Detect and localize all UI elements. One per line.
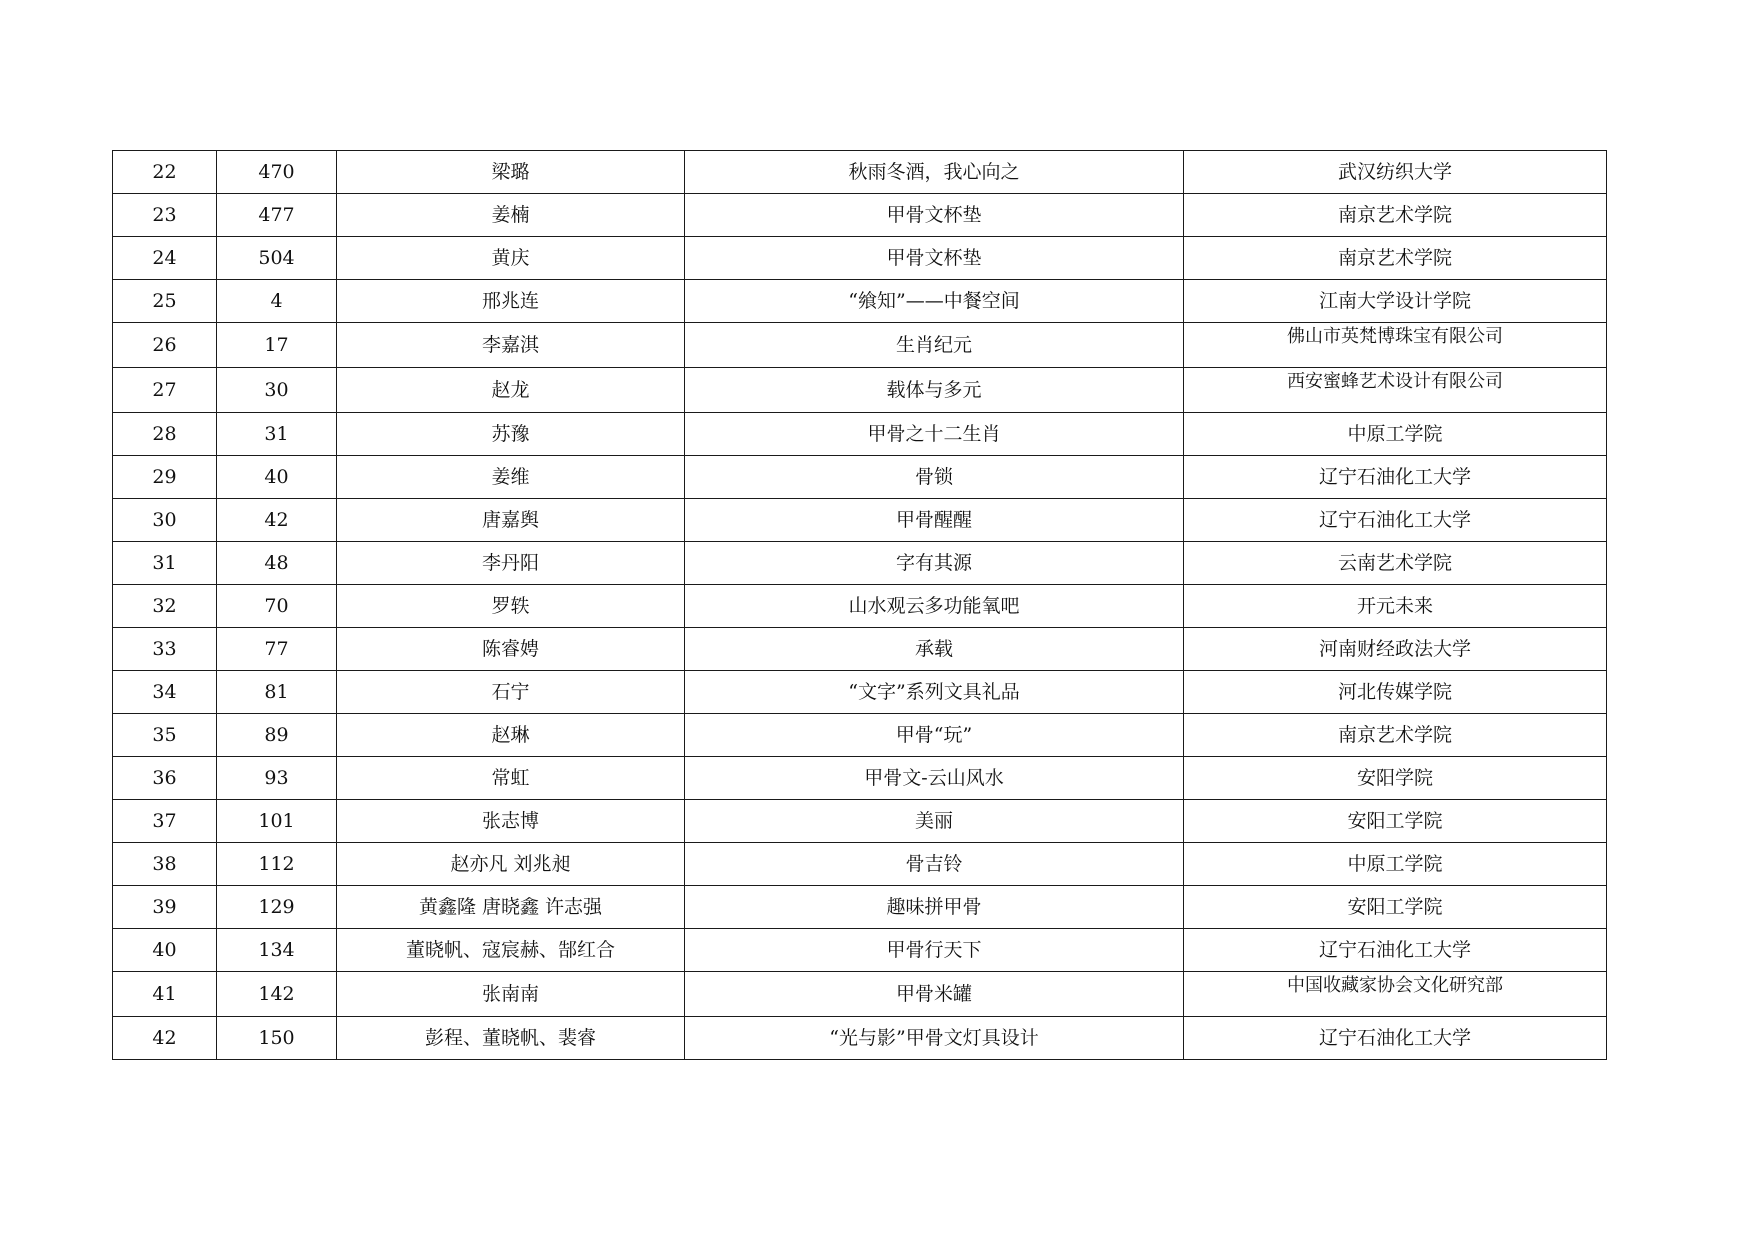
cell-seq: 35 [113,714,217,757]
cell-author: 赵亦凡 刘兆昶 [337,843,685,886]
cell-entry-id: 89 [217,714,337,757]
cell-seq: 38 [113,843,217,886]
cell-seq: 39 [113,886,217,929]
cell-entry-id: 477 [217,194,337,237]
cell-unit: 辽宁石油化工大学 [1184,929,1607,972]
cell-author: 姜楠 [337,194,685,237]
cell-author: 张志博 [337,800,685,843]
table-row [113,1017,1607,1060]
cell-title: 甲骨行天下 [685,929,1184,972]
cell-seq: 26 [113,323,217,368]
table-row [113,368,1607,413]
cell-author: 梁璐 [337,151,685,194]
cell-author: 常虹 [337,757,685,800]
cell-seq: 41 [113,972,217,1017]
cell-seq: 37 [113,800,217,843]
cell-author: 罗轶 [337,585,685,628]
cell-author: 李丹阳 [337,542,685,585]
table-row [113,280,1607,323]
table-row [113,413,1607,456]
cell-seq: 30 [113,499,217,542]
cell-title: “飨知”——中餐空间 [685,280,1184,323]
cell-author: 李嘉淇 [337,323,685,368]
cell-title: 趣味拼甲骨 [685,886,1184,929]
cell-entry-id: 470 [217,151,337,194]
cell-unit-text: 西安蜜蜂艺术设计有限公司 [1287,371,1503,392]
cell-title: 甲骨醒醒 [685,499,1184,542]
cell-unit: 云南艺术学院 [1184,542,1607,585]
table-row [113,843,1607,886]
cell-title: 载体与多元 [685,368,1184,413]
cell-author: 黄庆 [337,237,685,280]
cell-author: 邢兆连 [337,280,685,323]
table-row [113,237,1607,280]
cell-entry-id: 101 [217,800,337,843]
cell-author: 赵龙 [337,368,685,413]
cell-entry-id: 30 [217,368,337,413]
cell-unit: 中原工学院 [1184,843,1607,886]
table-row [113,456,1607,499]
cell-unit: 安阳学院 [1184,757,1607,800]
cell-seq: 28 [113,413,217,456]
cell-seq: 24 [113,237,217,280]
cell-unit [1184,368,1607,413]
cell-author: 彭程、董晓帆、裴睿 [337,1017,685,1060]
cell-title: 甲骨文杯垫 [685,194,1184,237]
cell-seq: 33 [113,628,217,671]
cell-entry-id: 134 [217,929,337,972]
cell-author: 张南南 [337,972,685,1017]
cell-seq: 27 [113,368,217,413]
cell-unit-text: 中国收藏家协会文化研究部 [1287,975,1503,996]
cell-unit-text: 佛山市英梵博珠宝有限公司 [1287,326,1503,347]
cell-title: 生肖纪元 [685,323,1184,368]
cell-author: 赵琳 [337,714,685,757]
cell-title: 秋雨冬酒，我心向之 [685,151,1184,194]
cell-unit: 辽宁石油化工大学 [1184,499,1607,542]
table-row [113,800,1607,843]
cell-entry-id: 4 [217,280,337,323]
cell-title: 山水观云多功能氧吧 [685,585,1184,628]
cell-seq: 34 [113,671,217,714]
cell-author: 姜维 [337,456,685,499]
cell-unit: 辽宁石油化工大学 [1184,1017,1607,1060]
cell-title: 美丽 [685,800,1184,843]
cell-entry-id: 70 [217,585,337,628]
table-row [113,886,1607,929]
cell-entry-id: 40 [217,456,337,499]
cell-entry-id: 48 [217,542,337,585]
cell-seq: 32 [113,585,217,628]
cell-entry-id: 504 [217,237,337,280]
cell-title: 骨吉铃 [685,843,1184,886]
cell-entry-id: 142 [217,972,337,1017]
cell-unit: 南京艺术学院 [1184,237,1607,280]
cell-unit: 南京艺术学院 [1184,194,1607,237]
entries-table [112,150,1607,1060]
cell-author: 苏豫 [337,413,685,456]
cell-author: 石宁 [337,671,685,714]
cell-unit: 江南大学设计学院 [1184,280,1607,323]
table-row [113,628,1607,671]
cell-unit: 河北传媒学院 [1184,671,1607,714]
table-row [113,671,1607,714]
cell-entry-id: 17 [217,323,337,368]
cell-unit: 武汉纺织大学 [1184,151,1607,194]
cell-title: “光与影”甲骨文灯具设计 [685,1017,1184,1060]
table-row [113,929,1607,972]
entries-table-body [113,151,1607,1060]
cell-author: 董晓帆、寇宸赫、郜红合 [337,929,685,972]
cell-unit: 开元未来 [1184,585,1607,628]
cell-entry-id: 31 [217,413,337,456]
cell-unit: 辽宁石油化工大学 [1184,456,1607,499]
cell-title: 骨锁 [685,456,1184,499]
cell-entry-id: 150 [217,1017,337,1060]
cell-unit [1184,323,1607,368]
table-row [113,542,1607,585]
cell-entry-id: 112 [217,843,337,886]
cell-entry-id: 129 [217,886,337,929]
cell-seq: 23 [113,194,217,237]
table-row [113,714,1607,757]
cell-author: 陈睿娉 [337,628,685,671]
cell-entry-id: 77 [217,628,337,671]
cell-unit: 安阳工学院 [1184,800,1607,843]
cell-author: 黄鑫隆 唐晓鑫 许志强 [337,886,685,929]
cell-entry-id: 42 [217,499,337,542]
cell-seq: 31 [113,542,217,585]
table-row [113,757,1607,800]
cell-entry-id: 81 [217,671,337,714]
cell-entry-id: 93 [217,757,337,800]
cell-unit: 中原工学院 [1184,413,1607,456]
cell-title: “文字”系列文具礼品 [685,671,1184,714]
cell-unit: 河南财经政法大学 [1184,628,1607,671]
table-row [113,585,1607,628]
cell-seq: 40 [113,929,217,972]
cell-unit [1184,972,1607,1017]
cell-seq: 36 [113,757,217,800]
cell-seq: 22 [113,151,217,194]
cell-title: 甲骨之十二生肖 [685,413,1184,456]
table-row [113,194,1607,237]
cell-seq: 25 [113,280,217,323]
table-row [113,323,1607,368]
cell-title: 甲骨文-云山风水 [685,757,1184,800]
table-row [113,499,1607,542]
cell-author: 唐嘉舆 [337,499,685,542]
cell-title: 承载 [685,628,1184,671]
cell-seq: 42 [113,1017,217,1060]
table-row [113,151,1607,194]
table-row [113,972,1607,1017]
cell-unit: 南京艺术学院 [1184,714,1607,757]
cell-title: 甲骨文杯垫 [685,237,1184,280]
cell-unit: 安阳工学院 [1184,886,1607,929]
cell-title: 甲骨“玩” [685,714,1184,757]
cell-title: 甲骨米罐 [685,972,1184,1017]
cell-title: 字有其源 [685,542,1184,585]
cell-seq: 29 [113,456,217,499]
